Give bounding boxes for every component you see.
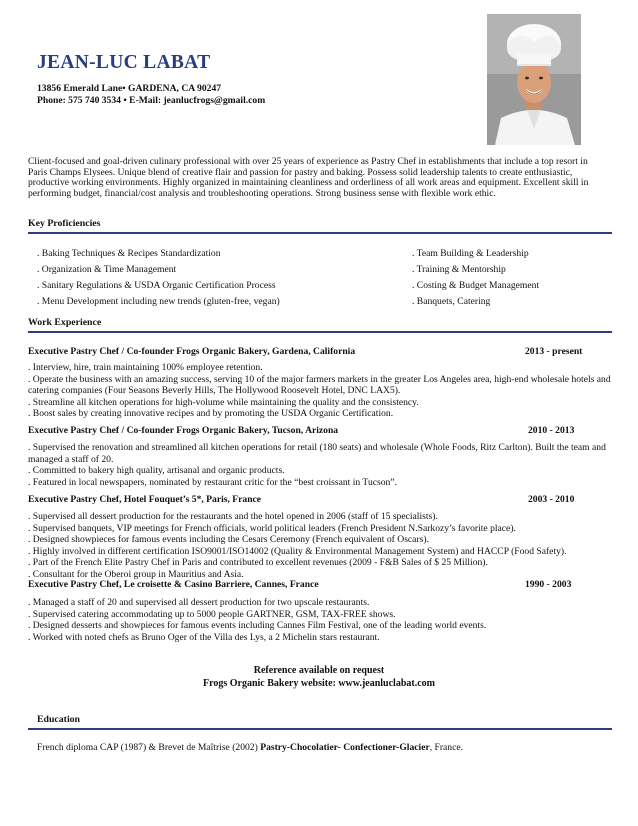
job-bullet: . Consultant for the Oberoi group in Mauritius and Asia. [28, 568, 244, 580]
job-bullet: . Supervised the renovation and streamlined all kitchen operations for retail (180 seats) and wholesale (Whole Foods, Ritz Carlton). Built the team and managed a staff of 20. [28, 442, 606, 465]
job-bullet: . Featured in local newspapers, nominated by restaurant critic for the “best croissant in Tucson”. [28, 476, 397, 488]
proficiency-item: . Organization & Time Management [37, 264, 177, 275]
reference-note: Reference available on request [253, 665, 385, 676]
phone-email-line: Phone: 575 740 3534 • E-Mail: jeanlucfrogs@gmail.com [37, 95, 266, 106]
job-dates: 2003 - 2010 [528, 494, 575, 505]
job-bullet: . Managed a staff of 20 and supervised all dessert production for two upscale restaurants. [28, 597, 370, 608]
job-bullet: . Interview, hire, train maintaining 100% employee retention. [28, 362, 263, 373]
job-title: Executive Pastry Chef, Hotel Fouquet’s 5*, Paris, France [28, 494, 262, 505]
address-line: 13856 Emerald Lane• GARDENA, CA 90247 [37, 83, 222, 94]
job-bullet: . Supervised all dessert production for the restaurants and the hotel opened in 2006 (staff of 15 specialists). [28, 511, 438, 522]
education-heading: Education [37, 714, 81, 725]
job-bullet: . Streamline all kitchen operations for high-volume while maintaining the quality and the consistency. [28, 396, 419, 408]
job-dates: 2010 - 2013 [528, 425, 575, 436]
job-bullet: . Boost sales by creating innovative recipes and by promoting the USDA Organic Certification. [28, 408, 394, 420]
job-bullet: . Operate the business with an amazing success, serving 10 of the major farmers markets in the greater Los Angeles area, high-end wholesale hotels and catering companies (Four Seasons Beverly Hills, The Hollywood Roosevelt Hotel, DNC LAX5). [28, 373, 611, 397]
job-bullet: . Supervised catering accommodating up to 5000 people GARTNER, GSM, TAX-FREE shows. [28, 608, 396, 620]
job-bullet: . Committed to bakery high quality, artisanal and organic products. [28, 465, 285, 477]
proficiency-item: . Training & Mentorship [412, 264, 506, 275]
education-entry-text: French diploma CAP (1987) & Brevet de Maîtrise (2002) [37, 742, 261, 753]
chef-portrait-illustration [487, 14, 581, 145]
job-dates: 1990 - 2003 [525, 579, 572, 590]
job-bullet: . Supervised banquets, VIP meetings for French officials, world political leaders (French President N.Sarkozy’s favorite place). [28, 522, 516, 534]
education-specialty: Pastry-Chocolatier- Confectioner-Glacier [260, 742, 430, 753]
job-bullets [28, 442, 614, 488]
proficiencies-heading: Key Proficiencies [28, 218, 101, 229]
job-title: Executive Pastry Chef / Co-founder Frogs Organic Bakery, Tucson, Arizona [28, 425, 339, 436]
candidate-name: JEAN-LUC LABAT [37, 52, 211, 73]
proficiency-item: . Banquets, Catering [412, 296, 491, 307]
experience-divider [28, 331, 612, 333]
proficiency-item: . Sanitary Regulations & USDA Organic Certification Process [37, 280, 276, 291]
education-entry-suffix: , France. [429, 742, 464, 753]
proficiency-item: . Baking Techniques & Recipes Standardization [37, 248, 221, 259]
education-divider [28, 728, 612, 730]
job-bullets [28, 597, 614, 643]
education-entry [37, 742, 463, 753]
proficiency-item: . Menu Development including new trends (gluten-free, vegan) [37, 296, 280, 307]
professional-summary: Client-focused and goal-driven culinary professional with over 25 years of experience as Pastry Chef in establishments that include a top resort in Paris Champs Elysees. Unique blend of creative flair and passion for pastry and baking. Possess solid leadership talents to create enthusiastic, productive working environments. Highly organized in maintaining cleanliness and orderliness of all work areas and equipment. Excellent skill in performing budget, financial/cost analysis and troubleshooting operations. Strong business sense with flexible work ethic. [28, 156, 589, 199]
proficiency-item: . Costing & Budget Management [412, 280, 540, 291]
proficiency-item: . Team Building & Leadership [412, 248, 529, 259]
proficiencies-divider [28, 232, 612, 234]
chef-portrait-photo [487, 14, 581, 145]
job-bullet: . Part of the French Elite Pastry Chef in Paris and contributed to excellent revenues (2009 - F&B Sales of $ 25 Million). [28, 557, 488, 569]
job-bullet: . Highly involved in different certification ISO9001/ISO14002 (Quality & Environmental Management System) and HACCP (Food Safety). [28, 545, 567, 557]
job-bullet: . Worked with noted chefs as Bruno Oger of the Villa des Lys, a 2 Michelin stars restaurant. [28, 631, 380, 643]
job-bullets [28, 511, 614, 581]
job-bullets [28, 362, 614, 420]
job-bullet: . Designed desserts and showpieces for famous events including Cannes Film Festival, one of the leading world events. [28, 620, 487, 632]
closing-block [0, 664, 638, 690]
job-title: Executive Pastry Chef / Co-founder Frogs Organic Bakery, Gardena, California [28, 346, 356, 357]
job-dates: 2013 - present [525, 346, 583, 357]
experience-heading: Work Experience [28, 317, 102, 328]
website-note: Frogs Organic Bakery website: www.jeanluclabat.com [202, 678, 435, 689]
job-title: Executive Pastry Chef, Le croisette & Casino Barriere, Cannes, France [28, 579, 319, 590]
job-bullet: . Designed showpieces for famous events including the Cesars Ceremony (French equivalent of Oscars). [28, 534, 429, 546]
